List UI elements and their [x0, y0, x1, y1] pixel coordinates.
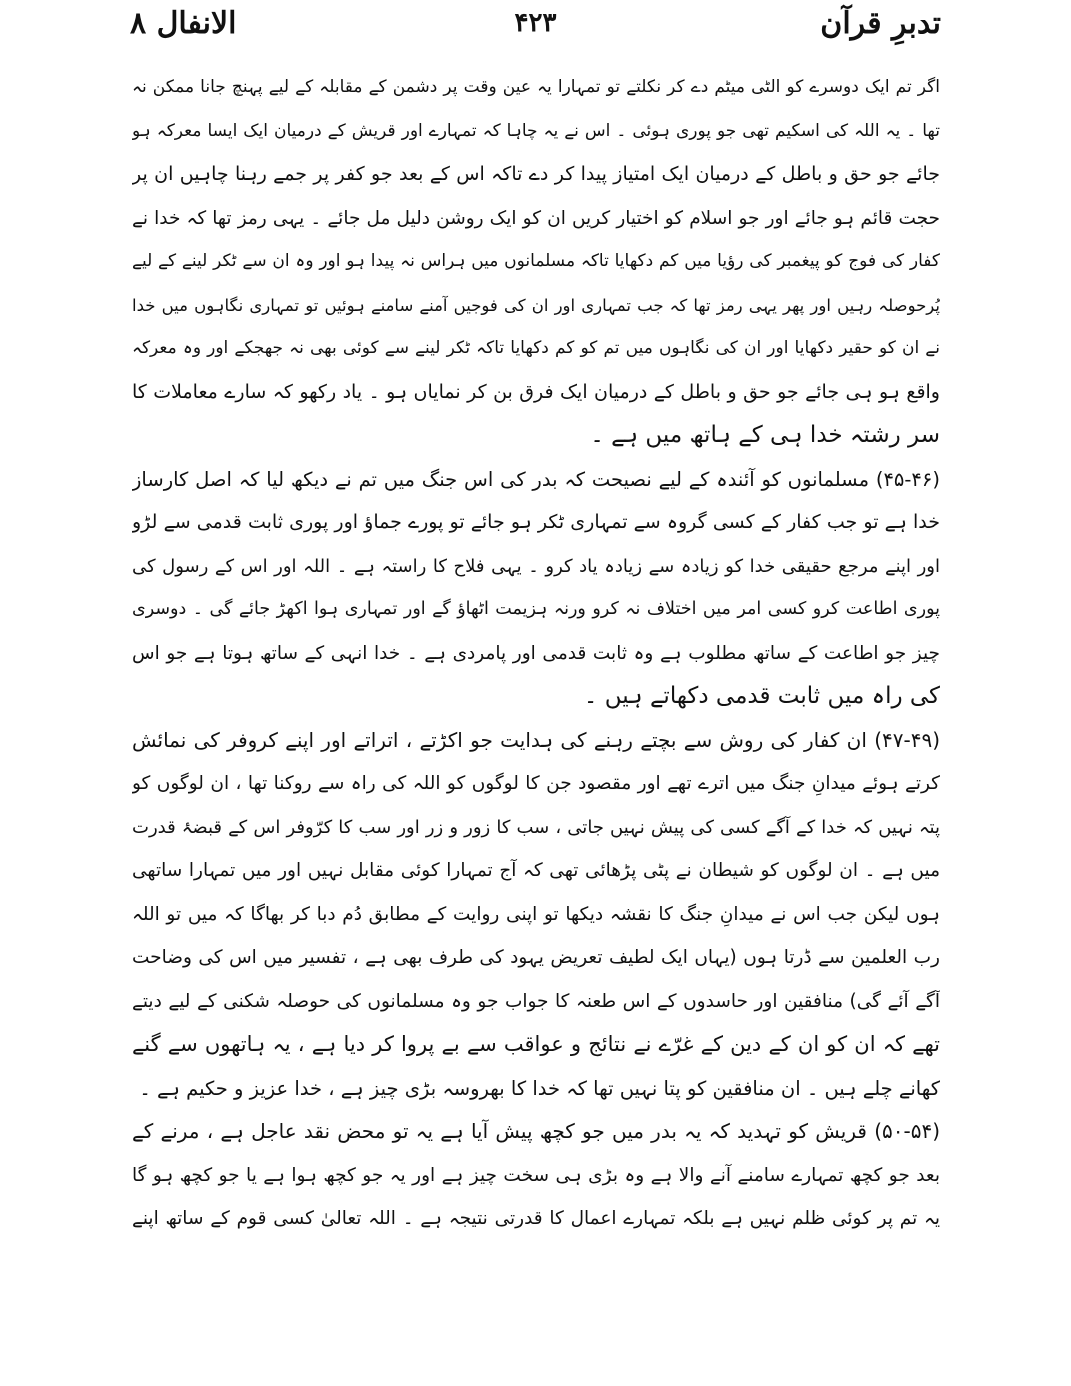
text-line: ہوں لیکن جب اس نے میدانِ جنگ کا نقشہ دیکھا تو اپنی روایت کے مطابق دُم دبا کر بھاگا کہ میں تو اللہ	[132, 903, 940, 925]
surah-name: الانفال ۸	[130, 6, 237, 41]
text-line: (۴۵-۴۶) مسلمانوں کو آئندہ کے لیے نصیحت کہ بدر کی اس جنگ میں تم نے دیکھ لیا کہ اصل کارساز	[132, 467, 940, 491]
text-line: کھانے چلے ہیں ۔ ان منافقین کو پتا نہیں تھا کہ خدا کا بھروسہ بڑی چیز ہے ، خدا عزیز و حکیم ہے ۔	[139, 1076, 940, 1100]
book-title: تدبرِ قرآن	[820, 6, 941, 41]
text-line: تھا ۔ یہ اللہ کی اسکیم تھی جو پوری ہوئی ۔ اس نے یہ چاہا کہ تمہارے اور قریش کے درمیان ایک ایسا معرکہ ہو	[132, 120, 940, 141]
text-line: میں ہے ۔ ان لوگوں کو شیطان نے پٹی پڑھائی تھی کہ آج تمہارا کوئی مقابل نہیں اور میں تمہارا ساتھی	[132, 860, 940, 881]
text-line: (۴۷-۴۹) ان کفار کی روش سے بچتے رہنے کی ہدایت جو اکڑتے ، اتراتے اور اپنے کروفر کی نمائش	[132, 727, 940, 752]
text-line: بعد جو کچھ تمہارے سامنے آنے والا ہے وہ بڑی ہی سخت چیز ہے اور یہ جو کچھ ہوا ہے یا جو کچھ ہو گا	[132, 1164, 940, 1186]
text-line: چیز جو اطاعت کے ساتھ مطلوب ہے وہ ثابت قدمی اور پامردی ہے ۔ خدا انہی کے ساتھ ہوتا ہے جو اس	[132, 642, 940, 664]
text-line: پُرحوصلہ رہیں اور پھر یہی رمز تھا کہ جب تمہاری اور ان کی فوجیں آمنے سامنے ہوئیں تو تمہاری نگاہوں میں خدا	[132, 295, 940, 315]
text-line: نے ان کو حقیر دکھایا اور ان کی نگاہوں میں تم کو کم دکھایا تاکہ ٹکر لینے سے کوئی بھی نہ جھجکے اور وہ معرکہ	[132, 338, 940, 358]
text-line: کفار کی فوج کو پیغمبر کی رؤیا میں کم دکھایا تاکہ مسلمانوں میں ہراس نہ پیدا ہو اور وہ ان سے ٹکر لینے کے لیے	[132, 251, 940, 271]
body-text	[132, 66, 940, 1241]
text-line: پتہ نہیں کہ خدا کے آگے کسی کی پیش نہیں جاتی ، سب کا زور و زر اور سب کا کرّوفر اس کے قبضۂ قدرت	[132, 816, 940, 838]
page-number: ۴۲۳	[514, 8, 557, 38]
text-line: سر رشتہ خدا ہی کے ہاتھ میں ہے ۔	[590, 422, 940, 448]
page-header	[130, 6, 941, 54]
text-line: یہ تم پر کوئی ظلم نہیں ہے بلکہ تمہارے اعمال کا قدرتی نتیجہ ہے ۔ اللہ تعالیٰ کسی قوم کے ساتھ اپنے	[132, 1208, 940, 1229]
text-line: جائے جو حق و باطل کے درمیان ایک امتیاز پیدا کر دے تاکہ اس کے بعد جو کفر پر جمے رہنا چاہیں ان پر	[132, 163, 940, 185]
text-line: اگر تم ایک دوسرے کو الٹی میٹم دے کر نکلتے تو تمہارا یہ عین وقت پر دشمن کے مقابلہ کے لیے پہنچ جانا ممکن نہ	[132, 77, 940, 97]
text-line: رب العلمین سے ڈرتا ہوں (یہاں ایک لطیف تعریض یہود کی طرف بھی ہے ، تفسیر میں اس کی وضاحت	[132, 947, 940, 968]
text-line: آگے آئے گی) منافقین اور حاسدوں کے اس طعنہ کا جواب جو وہ مسلمانوں کی حوصلہ شکنی کے لیے دیتے	[132, 990, 940, 1012]
text-line: تھے کہ ان کو ان کے دین کے غرّے نے نتائج و عواقب سے بے پروا کر دیا ہے ، یہ ہاتھوں سے گنے	[132, 1032, 940, 1056]
text-line: اور اپنے مرجع حقیقی خدا کو زیادہ سے زیادہ یاد کرو ۔ یہی فلاح کا راستہ ہے ۔ اللہ اور اس کے رسول کی	[132, 555, 940, 577]
text-line: واقع ہو ہی جائے جو حق و باطل کے درمیان ایک فرق بن کر نمایاں ہو ۔ یاد رکھو کہ سارے معاملات کا	[132, 380, 940, 403]
text-line: کی راہ میں ثابت قدمی دکھاتے ہیں ۔	[583, 683, 940, 709]
text-line: کرتے ہوئے میدانِ جنگ میں اترے تھے اور مقصود جن کا لوگوں کو اللہ کی راہ سے روکنا تھا ، ان لوگوں کو	[132, 773, 940, 794]
text-line: حجت قائم ہو جائے اور جو اسلام کو اختیار کریں ان کو ایک روشن دلیل مل جائے ۔ یہی رمز تھا کہ خدا نے	[132, 207, 940, 229]
text-line: خدا ہے تو جب کفار کے کسی گروہ سے تمہاری ٹکر ہو جائے تو پورے جماؤ اور پوری ثابت قدمی سے لڑو	[132, 511, 940, 533]
text-line: (۵۰-۵۴) قریش کو تہدید کہ یہ بدر میں جو کچھ پیش آیا ہے یہ تو محض نقد عاجل ہے ، مرنے کے	[132, 1119, 940, 1143]
text-line: پوری اطاعت کرو کسی امر میں اختلاف نہ کرو ورنہ ہزیمت اٹھاؤ گے اور تمہاری ہوا اکھڑ جائے گی ۔ دوسری	[132, 599, 940, 619]
